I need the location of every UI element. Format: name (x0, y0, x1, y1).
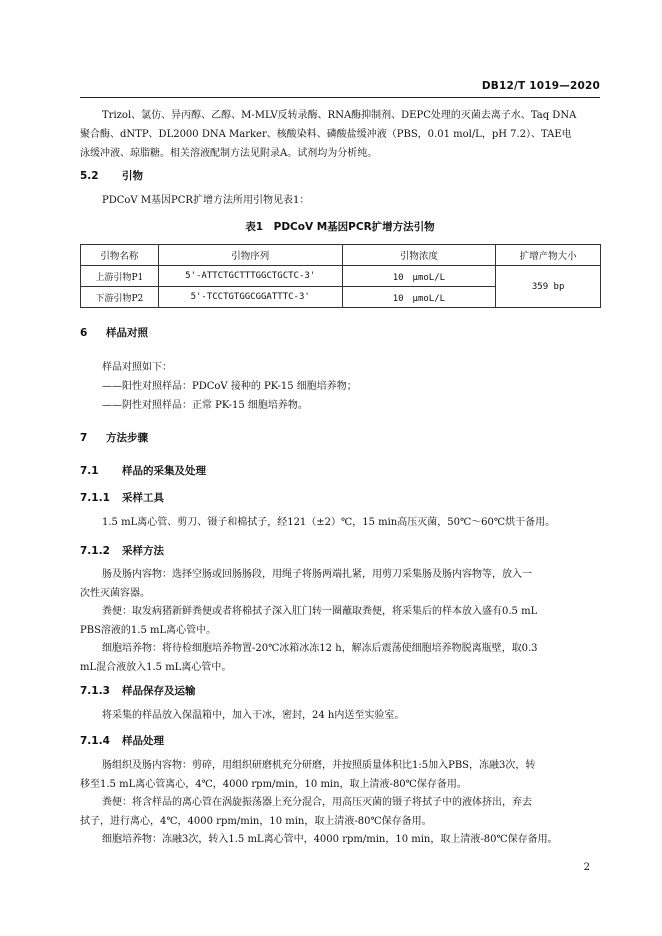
product-size: 359 bp (496, 266, 601, 308)
section-7-1-2-p2b: PBS溶液的1.5 mL离心管中。 (80, 625, 217, 636)
table-header-row (81, 245, 601, 266)
intro-line-2: 聚合酶、dNTP、DL2000 DNA Marker、核酸染料、磷酸盐缓冲液（PBS，0.01 mol/L，pH 7.2）、TAE电 (80, 129, 572, 140)
primer-concentration: 10 μmoL/L (342, 266, 496, 287)
section-7-1-3-text: 将采集的样品放入保温箱中，加入干冰，密封，24 h内送至实验室。 (102, 710, 405, 721)
section-7-1-1-text: 1.5 mL离心管、剪刀、镊子和棉拭子，经121（±2）℃，15 min高压灭菌，50℃～60℃烘干备用。 (102, 517, 556, 528)
section-7-1-4-p1a: 肠组织及肠内容物：剪碎，用组织研磨机充分研磨，并按照质量体积比1:5加入PBS，冻融3次，转 (102, 760, 536, 771)
section-6-heading: 6 样品对照 (80, 327, 148, 339)
section-7-1-4-p1b: 移至1.5 mL离心管离心，4℃，4000 rpm/min，10 min，取上清液-80℃保存备用。 (80, 779, 467, 790)
section-5-2-text: PDCoV M基因PCR扩增方法所用引物见表1： (102, 195, 310, 206)
col-header-concentration: 引物浓度 (342, 245, 496, 266)
primer-name: 上游引物P1 (81, 266, 159, 287)
section-5-2-heading: 5.2 引物 (80, 170, 143, 182)
standard-code: DB12/T 1019—2020 (481, 80, 600, 92)
col-header-product-size: 扩增产物大小 (496, 245, 601, 266)
section-7-1-3-heading: 7.1.3 样品保存及运输 (80, 685, 196, 697)
col-header-sequence: 引物序列 (158, 245, 342, 266)
col-header-name: 引物名称 (81, 245, 159, 266)
primer-name: 下游引物P2 (81, 287, 159, 308)
section-7-1-2-heading: 7.1.2 采样方法 (80, 545, 164, 557)
section-7-1-4-heading: 7.1.4 样品处理 (80, 735, 164, 747)
section-6-line-2: ——阳性对照样品：PDCoV 接种的 PK-15 细胞培养物； (102, 381, 357, 392)
section-7-1-4-p3: 细胞培养物：冻融3次，转入1.5 mL离心管中，4000 rpm/min，10 min，取上清液-80℃保存备用。 (102, 834, 558, 845)
section-7-1-4-p2b: 拭子，进行离心，4℃，4000 rpm/min，10 min，取上清液-80℃保存备用。 (80, 816, 432, 827)
section-7-1-2-p2a: 粪便：取发病猪新鲜粪便或者将棉拭子深入肛门转一圈蘸取粪便，将采集后的样本放入盛有0.5 mL (102, 606, 538, 617)
header-rule (80, 97, 600, 98)
section-6-line-1: 样品对照如下： (102, 362, 172, 373)
section-7-heading: 7 方法步骤 (80, 432, 148, 444)
primer-sequence: 5'-TCCTGTGGCGGATTTC-3' (158, 287, 342, 308)
section-7-1-2-p3b: mL混合液放入1.5 mL离心管中。 (80, 662, 232, 673)
section-7-1-2-p1a: 肠及肠内容物：选择空肠或回肠肠段，用绳子将肠两端扎紧，用剪刀采集肠及肠内容物等，放入一 (102, 569, 532, 580)
section-7-1-2-p3a: 细胞培养物：将待检细胞培养物置-20℃冰箱冰冻12 h，解冻后震荡使细胞培养物脱离瓶壁，取0.3 (102, 643, 538, 654)
primer-table (80, 244, 601, 308)
section-6-line-3: ——阴性对照样品：正常 PK-15 细胞培养物。 (102, 400, 308, 411)
section-7-1-4-p2a: 粪便：将含样品的离心管在涡旋振荡器上充分混合，用高压灭菌的镊子将拭子中的液体挤出，弃去 (102, 797, 532, 808)
primer-concentration: 10 μmoL/L (342, 287, 496, 308)
section-7-1-1-heading: 7.1.1 采样工具 (80, 492, 164, 504)
table-caption: 表1 PDCoV M基因PCR扩增方法引物 (245, 221, 435, 233)
section-7-1-2-p1b: 次性灭菌容器。 (80, 588, 150, 599)
section-7-1-heading: 7.1 样品的采集及处理 (80, 465, 206, 477)
page-number: 2 (583, 862, 590, 873)
primer-sequence: 5'-ATTCTGCTTTGGCTGCTC-3' (158, 266, 342, 287)
intro-line-1: Trizol、氯仿、异丙醇、乙醇、M-MLV反转录酶、RNA酶抑制剂、DEPC处理的灭菌去离子水、Taq DNA (102, 110, 577, 121)
intro-line-3: 泳缓冲液、琼脂糖。相关溶液配制方法见附录A。试剂均为分析纯。 (80, 148, 378, 159)
table-row (81, 266, 601, 287)
